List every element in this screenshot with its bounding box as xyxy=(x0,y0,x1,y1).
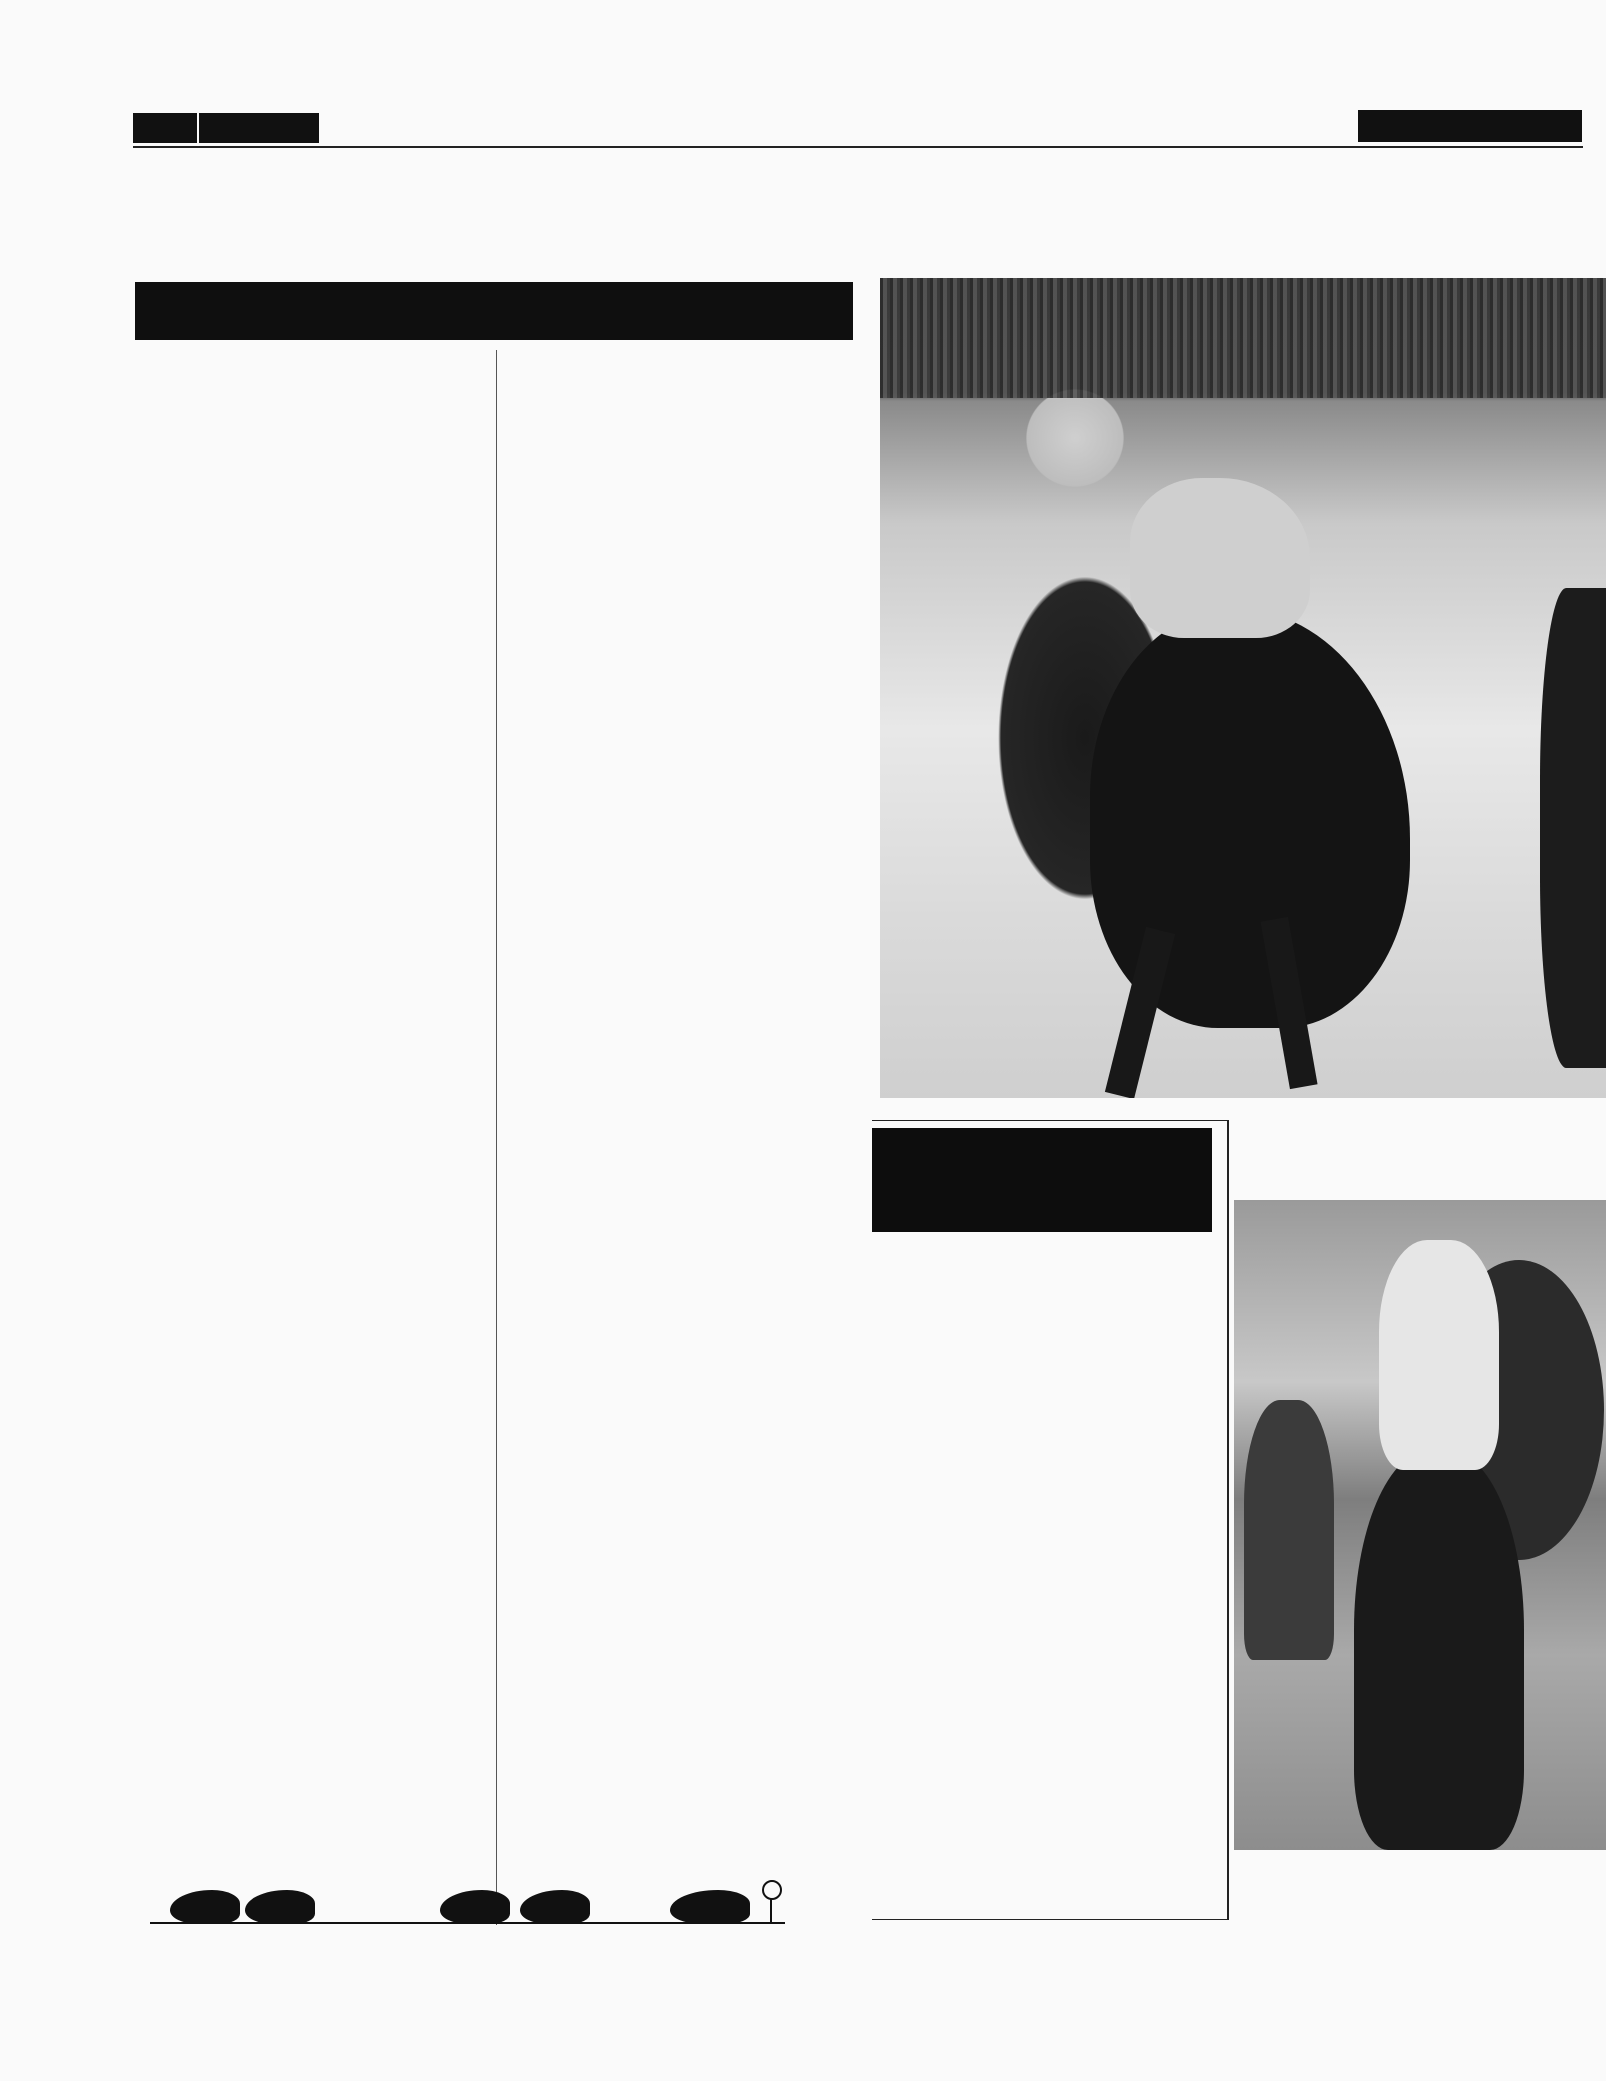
grandstand-crowd xyxy=(880,278,1606,398)
race-finish-photo xyxy=(880,278,1606,1098)
horse-silhouette-icon xyxy=(245,1890,315,1924)
pozo-record-title xyxy=(872,1128,1212,1232)
results-banner xyxy=(135,282,853,340)
newspaper-brand xyxy=(199,113,319,143)
results-column-2 xyxy=(512,356,848,362)
sidebar-frame xyxy=(872,1120,1229,1920)
footer-rule xyxy=(150,1922,785,1924)
horse-quimia xyxy=(1354,1450,1524,1850)
page-number xyxy=(133,113,197,143)
second-horse xyxy=(1540,588,1606,1068)
winner-return-photo xyxy=(1234,1200,1606,1850)
pozo-record-article xyxy=(882,1232,1212,1236)
racing-horses-illustration xyxy=(150,1880,790,1924)
aramis-article xyxy=(882,1686,1212,1690)
horse-silhouette-icon xyxy=(670,1890,750,1924)
horse-silhouette-icon xyxy=(520,1890,590,1924)
column-divider xyxy=(496,350,497,1925)
masthead-rule xyxy=(133,146,1583,148)
horse-silhouette-icon xyxy=(170,1890,240,1924)
section-label xyxy=(1358,110,1582,142)
bystander xyxy=(1244,1400,1334,1660)
finish-post-icon xyxy=(762,1880,782,1900)
jockey xyxy=(1379,1240,1499,1470)
finish-post-pole xyxy=(770,1898,772,1924)
results-column-1 xyxy=(140,356,480,362)
horse-silhouette-icon xyxy=(440,1890,510,1924)
jockey xyxy=(1130,478,1310,638)
